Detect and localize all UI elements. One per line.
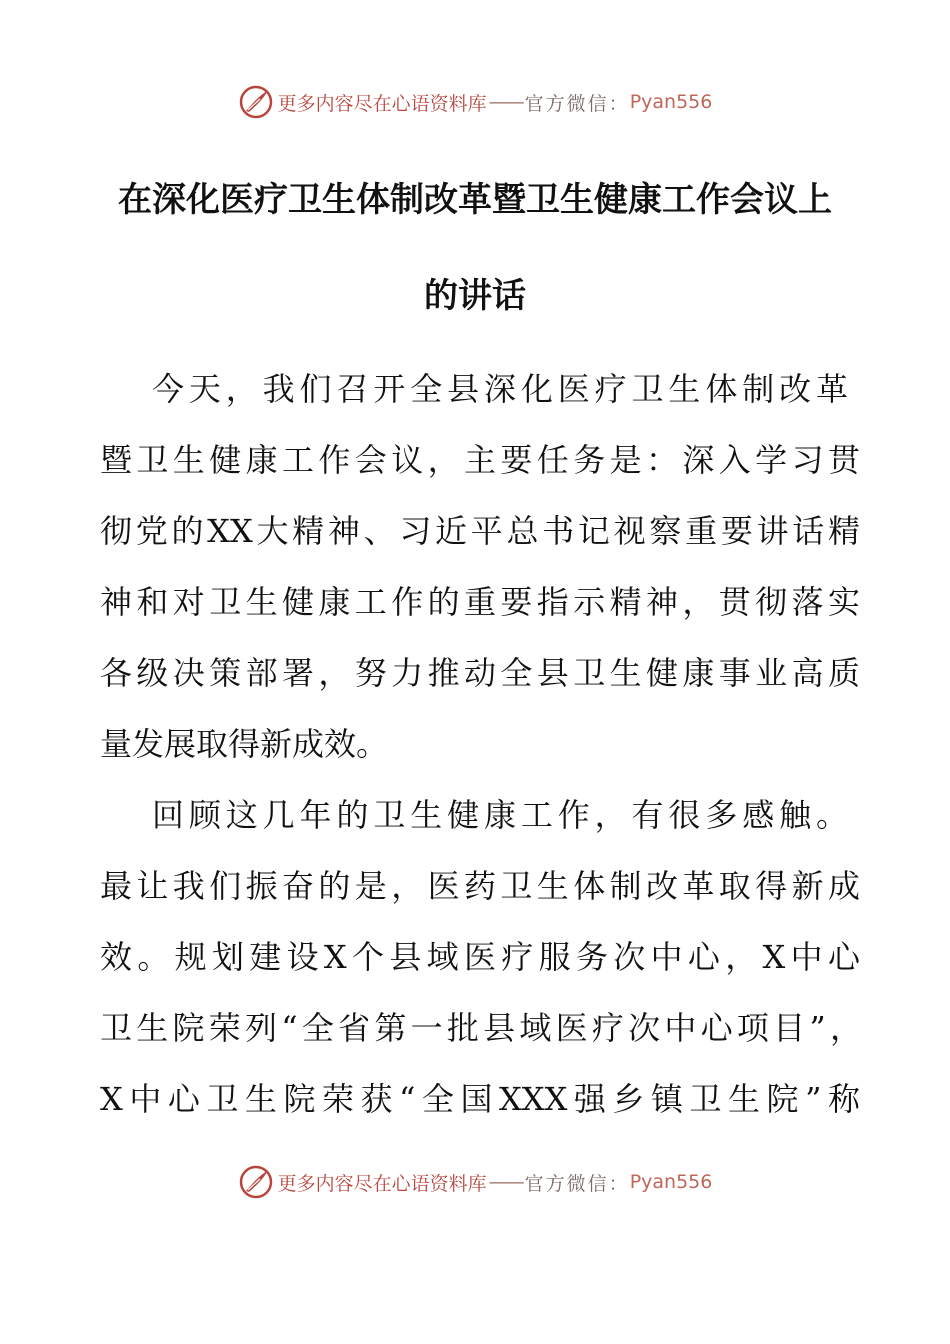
watermark-label: 官方微信：: [524, 92, 630, 115]
body-line: 彻党的XX大精神、习近平总书记视察重要讲话精: [100, 512, 860, 550]
watermark-dash: ——: [488, 91, 523, 113]
quill-logo-icon: [238, 1164, 274, 1200]
watermark-wechat-id: Pyan556: [629, 91, 713, 113]
body-line: 暨卫生健康工作会议，主要任务是：深入学习贯: [100, 441, 860, 479]
body-line: 回顾这几年的卫生健康工作，有很多感触。: [152, 796, 848, 834]
body-line: 效。规划建设X个县域医疗服务次中心，X中心: [100, 938, 860, 976]
watermark-site-text: 更多内容尽在心语资料库: [277, 92, 487, 115]
quill-logo-icon: [238, 84, 274, 120]
body-line: 各级决策部署，努力推动全县卫生健康事业高质: [100, 654, 860, 692]
body-line: X中心卫生院荣获“全国XXX强乡镇卫生院”称: [100, 1080, 860, 1118]
watermark-label: 官方微信：: [524, 1172, 630, 1195]
body-line: 量发展取得新成效。: [100, 725, 389, 763]
body-line: 卫生院荣列“全省第一批县域医疗次中心项目”，: [100, 1009, 862, 1047]
watermark-dash: ——: [488, 1171, 523, 1193]
watermark-wechat-id: Pyan556: [629, 1171, 713, 1193]
header-watermark: [0, 80, 950, 124]
body-line: 最让我们振奋的是，医药卫生体制改革取得新成: [100, 867, 860, 905]
watermark-site-text: 更多内容尽在心语资料库: [277, 1172, 487, 1195]
footer-watermark: [0, 1160, 950, 1204]
document-title-line-2: 的讲话: [424, 276, 526, 316]
document-title-line-1: 在深化医疗卫生体制改革暨卫生健康工作会议上: [118, 180, 832, 220]
body-line: 今天，我们召开全县深化医疗卫生体制改革: [152, 370, 848, 408]
body-line: 神和对卫生健康工作的重要指示精神，贯彻落实: [100, 583, 860, 621]
